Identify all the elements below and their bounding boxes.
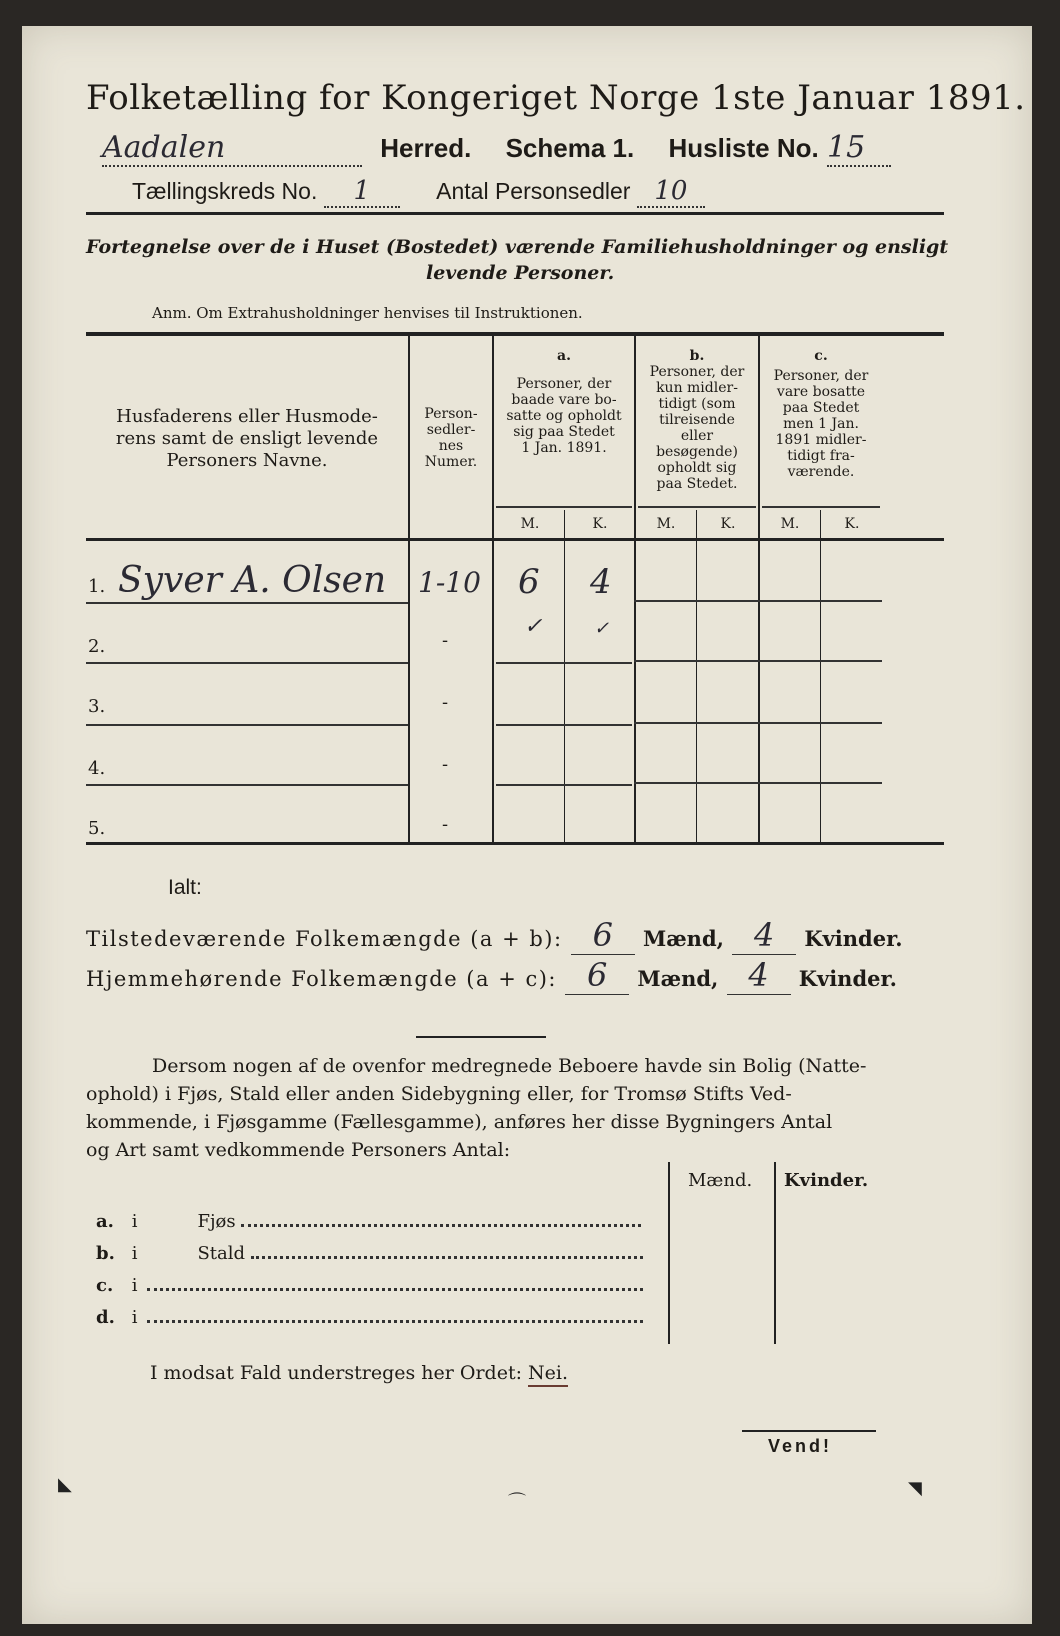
- corner-mark-icon: ◣: [58, 1474, 72, 1495]
- building-item-c: c. i: [96, 1270, 643, 1302]
- col-c-m: M.: [780, 516, 800, 532]
- modsat-line: I modsat Fald understreges her Ordet: Nei.: [150, 1362, 568, 1384]
- total-present-line: Tilstedeværende Folkemængde (a + b): 6 Mænd, 4 Kvinder.: [86, 916, 903, 954]
- col-header-b: b. Personer, der kun midler- tidigt (som tilreisende eller besøgende) opholdt sig paa Stedet.: [649, 348, 745, 492]
- col-header-number: Person- sedler- nes Numer.: [424, 406, 478, 470]
- col-a-m: M.: [520, 516, 540, 532]
- building-item-a: a. i Fjøs: [96, 1206, 643, 1238]
- husliste-label: Husliste No.: [668, 133, 819, 163]
- table-top-rule: [86, 332, 944, 336]
- table-bottom-rule: [86, 842, 944, 845]
- col-header-name: Husfaderens eller Husmode- rens samt de ensligt levende Personers Navne.: [115, 406, 379, 471]
- herred-label: Herred.: [380, 133, 472, 163]
- check-a-k: ✓: [594, 618, 610, 639]
- table-header-rule: [86, 538, 944, 541]
- kreds-value: 1: [324, 176, 400, 208]
- col-b-k: K.: [720, 516, 736, 532]
- vend-label: Vend!: [768, 1436, 833, 1456]
- corner-mark-icon: ⌒: [508, 1492, 526, 1513]
- count-a-k: 4: [590, 562, 612, 602]
- kreds-label: Tællingskreds No.: [132, 178, 318, 204]
- buildings-col-women: Kvinder.: [784, 1170, 869, 1191]
- col-c-k: K.: [844, 516, 860, 532]
- buildings-paragraph: Dersom nogen af de ovenfor medregnede Beboere havde sin Bolig (Natte- ophold) i Fjøs, Stald eller anden Sidebygning eller, for Tromsø Stifts Ved- kommende, i Fjøsgamme (Fællesgamme), anføres her disse Bygningers Antal og Art samt vedkommende Personers Antal:: [86, 1055, 867, 1161]
- kreds-line: [132, 176, 705, 208]
- person-name: Syver A. Olsen: [118, 560, 387, 601]
- intro-line-2: levende Personer.: [426, 262, 615, 284]
- husliste-value: 15: [827, 130, 891, 167]
- form-title: Folketælling for Kongeriget Norge 1ste Januar 1891.: [86, 78, 1026, 118]
- antal-value: 10: [637, 176, 705, 208]
- section-divider: [416, 1036, 546, 1038]
- anm-note: Anm. Om Extrahusholdninger henvises til Instruktionen.: [152, 304, 583, 322]
- herred-line: [102, 130, 891, 167]
- intro-line-1: Fortegnelse over de i Huset (Bostedet) værende Familiehusholdninger og ensligt: [86, 236, 949, 258]
- total-resident-women: 4: [727, 956, 791, 995]
- corner-mark-icon: ◥: [908, 1478, 922, 1499]
- check-a-m: ✓: [524, 614, 543, 639]
- total-present-men: 6: [571, 916, 635, 955]
- total-resident-men: 6: [565, 956, 629, 995]
- col-a-k: K.: [592, 516, 608, 532]
- antal-label: Antal Personsedler: [436, 178, 631, 204]
- schema-label: Schema 1.: [505, 133, 635, 163]
- header-rule: [86, 212, 944, 215]
- census-form-page: Folketælling for Kongeriget Norge 1ste Januar 1891. Aadalen Herred. Schema 1. Husliste No. 15 Tællingskreds No. 1 Antal Personsedler 10 Fortegnelse over de i Huset (Bostedet) værende Familiehusholdninger og ensligt levende Personer. Anm. Om Extrahusholdninger henvises til Instruktionen. Husfaderens eller Husmode- rens samt de ensligt levende Personers Navne. Person- sedler- nes Numer. a. Personer, der baade vare bo- satte og opholdt sig paa Stedet 1 Jan. 1891. b. Personer, der kun midler- tidigt (som tilreisende eller besøgende) opholdt sig paa Stedet. c. Personer, der vare bosatte paa Stedet men 1 Jan. 1891 midler- tidigt fra- værende. M. K. M. K. M. K. 1. Syver A. Olsen 1-10 6 4 2. - ✓ ✓ 3. - 4. - 5. - Ialt: Tilstedeværende Folkemængde (a + b): 6 Mænd, 4 Kvinder. Hjemmehørende Folkemængde (a + c): 6 Mænd, 4 Kvinder. Dersom nogen af de ovenfor medregnede Beboere havde sin Bolig (Natte- ophold) i Fjøs, Stald eller anden Sidebygning eller, for Tromsø Stifts Ved- kommende, i Fjøsgamme (Fællesgamme), anføres her disse Bygningers Antal og Art samt vedkommende Personers Antal: Mænd. Kvinder. a. i Fjøs b. i Stald c. i d. i I modsat Fald understreges her Ordet: Nei. Vend! ◣ ⌒ ◥: [22, 26, 1032, 1624]
- total-resident-line: Hjemmehørende Folkemængde (a + c): 6 Mænd, 4 Kvinder.: [86, 956, 897, 994]
- count-a-m: 6: [518, 562, 540, 602]
- buildings-col-men: Mænd.: [688, 1170, 753, 1191]
- buildings-list: [96, 1206, 643, 1334]
- nei-word: Nei.: [528, 1362, 568, 1387]
- building-item-b: b. i Stald: [96, 1238, 643, 1270]
- herred-name: Aadalen: [102, 130, 362, 167]
- col-header-a: a. Personer, der baade vare bo- satte og opholdt sig paa Stedet 1 Jan. 1891.: [506, 348, 622, 456]
- col-b-m: M.: [656, 516, 676, 532]
- building-item-d: d. i: [96, 1302, 643, 1334]
- col-header-c: c. Personer, der vare bosatte paa Stedet men 1 Jan. 1891 midler- tidigt fra- værende.: [773, 348, 869, 480]
- total-present-women: 4: [732, 916, 796, 955]
- ialt-label: Ialt:: [168, 876, 202, 899]
- person-number: 1-10: [418, 566, 481, 599]
